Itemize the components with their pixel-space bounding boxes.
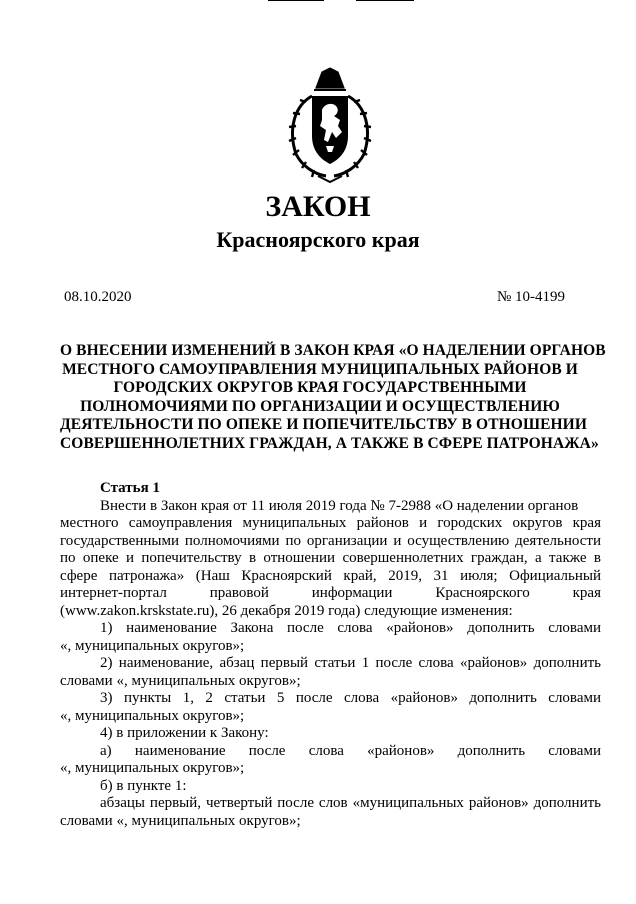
- text-line: 2) наименование, абзац первый статьи 1 после слова «районов» дополнить: [100, 655, 601, 671]
- text-line: сфере патронажа» (Наш Красноярский край, 2019, 31 июля; Официальный: [60, 567, 601, 584]
- text-line: б) в пункте 1:: [100, 777, 187, 794]
- top-rule-left: [268, 0, 324, 1]
- heading-line: СОВЕРШЕННОЛЕТНИХ ГРАЖДАН, А ТАКЖЕ В СФЕРЕ ПАТРОНАЖА»: [60, 434, 599, 452]
- heading-line: О ВНЕСЕНИИ ИЗМЕНЕНИЙ В ЗАКОН КРАЯ «О НАДЕЛЕНИИ ОРГАНОВ: [60, 342, 606, 359]
- heading-line: ДЕЯТЕЛЬНОСТИ ПО ОПЕКЕ И ПОПЕЧИТЕЛЬСТВУ В ОТНОШЕНИИ: [60, 416, 587, 433]
- law-heading: [60, 342, 606, 453]
- text-line: интернет-портал правовой информации Красноярского края: [60, 585, 601, 601]
- document-subtitle: Красноярского края: [216, 227, 420, 252]
- heading-line: ГОРОДСКИХ ОКРУГОВ КРАЯ ГОСУДАРСТВЕННЫМИ: [113, 379, 527, 396]
- heading-line: ПОЛНОМОЧИЯМИ ПО ОРГАНИЗАЦИИ И ОСУЩЕСТВЛЕНИЮ: [80, 397, 560, 415]
- text-line: словами «, муниципальных округов»;: [60, 672, 301, 689]
- top-rule-right: [356, 0, 414, 1]
- document-date: 08.10.2020: [64, 289, 132, 305]
- article-body: [60, 480, 601, 830]
- text-line: Внести в Закон края от 11 июля 2019 года № 7-2988 «О наделении органов: [100, 497, 579, 514]
- text-line: 3) пункты 1, 2 статьи 5 после слова «районов» дополнить словами: [100, 690, 601, 706]
- document-title: ЗАКОН: [265, 190, 371, 223]
- text-line: (www.zakon.krskstate.ru), 26 декабря 2019 года) следующие изменения:: [60, 602, 513, 619]
- text-line: 1) наименование Закона после слова «районов» дополнить словами: [100, 620, 601, 636]
- text-line: «, муниципальных округов»;: [60, 760, 245, 776]
- text-line: «, муниципальных округов»;: [60, 637, 245, 654]
- text-line: 4) в приложении к Закону:: [100, 725, 269, 741]
- text-line: а) наименование после слова «районов» дополнить словами: [100, 742, 601, 759]
- document-number: № 10-4199: [497, 289, 566, 305]
- text-line: «, муниципальных округов»;: [60, 707, 245, 724]
- coat-of-arms-emblem: [282, 66, 378, 186]
- text-line: по опеке и попечительству в отношении совершеннолетних граждан, а также в: [60, 550, 601, 566]
- text-line: абзацы первый, четвертый после слов «муниципальных районов» дополнить: [100, 795, 601, 811]
- text-line: местного самоуправления муниципальных районов и городских округов края: [60, 515, 601, 531]
- text-line: словами «, муниципальных округов»;: [60, 812, 301, 829]
- article-title: Статья 1: [100, 480, 160, 496]
- text-line: государственными полномочиями по организации и осуществлению деятельности: [60, 532, 601, 549]
- heading-line: МЕСТНОГО САМОУПРАВЛЕНИЯ МУНИЦИПАЛЬНЫХ РАЙОНОВ И: [62, 360, 578, 378]
